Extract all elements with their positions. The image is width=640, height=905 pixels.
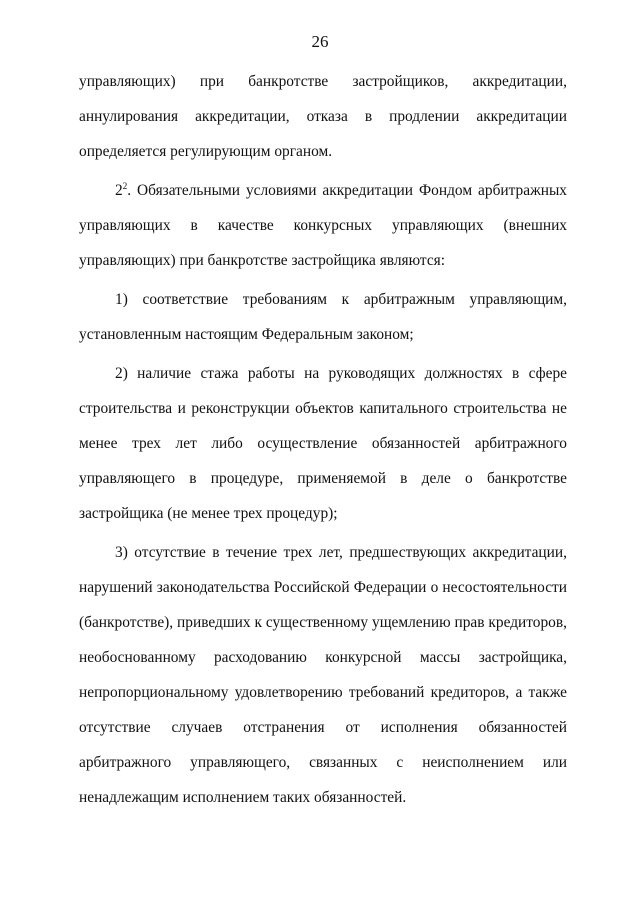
text-line: арбитражного управляющего, связанных с неисполнением или — [79, 754, 567, 771]
text-line: аннулирования аккредитации, отказа в продлении аккредитации — [79, 108, 567, 125]
text-line: управляющих) при банкротстве застройщиков, аккредитации, — [79, 73, 567, 90]
section-number: 2 — [115, 182, 123, 199]
text-line: менее трех лет либо осуществление обязанностей арбитражного — [79, 435, 567, 452]
section-superscript: 2 — [122, 181, 128, 191]
page-number: 26 — [311, 32, 329, 51]
list-item-1 — [79, 282, 567, 352]
text-line: 1) соответствие требованиям к арбитражным управляющим, — [115, 291, 567, 308]
document-body — [79, 64, 567, 815]
text-line: 3) отсутствие в течение трех лет, предшествующих аккредитации, — [115, 544, 567, 561]
paragraph-continuation — [79, 64, 567, 169]
text-line: непропорциональному удовлетворению требований кредиторов, а также — [79, 684, 567, 701]
text-line: определяется регулирующим органом. — [79, 143, 333, 160]
text-line: управляющих в качестве конкурсных управляющих (внешних — [79, 217, 567, 234]
text-line: отсутствие случаев отстранения от исполнения обязанностей — [79, 719, 567, 736]
text-line: строительства и реконструкции объектов капитального строительства не — [79, 400, 567, 417]
list-item-3 — [79, 535, 567, 815]
text-line: управляющего в процедуре, применяемой в деле о банкротстве — [79, 470, 567, 487]
text-line: управляющих) при банкротстве застройщика являются: — [79, 252, 446, 269]
list-item-2 — [79, 356, 567, 531]
section-text: . Обязательными условиями аккредитации Фондом арбитражных — [127, 182, 567, 199]
text-line: застройщика (не менее трех процедур); — [79, 505, 338, 522]
text-line: необоснованному расходованию конкурсной массы застройщика, — [79, 649, 567, 666]
text-line: нарушений законодательства Российской Федерации о несостоятельности — [79, 579, 567, 596]
text-line: установленным настоящим Федеральным законом; — [79, 326, 414, 343]
text-line: 2) наличие стажа работы на руководящих должностях в сфере — [115, 365, 567, 382]
text-line — [79, 173, 567, 208]
paragraph-accreditation-conditions — [79, 173, 567, 278]
text-line: ненадлежащим исполнением таких обязанностей. — [79, 789, 407, 806]
text-line: (банкротстве), приведших к существенному ущемлению прав кредиторов, — [79, 614, 567, 631]
